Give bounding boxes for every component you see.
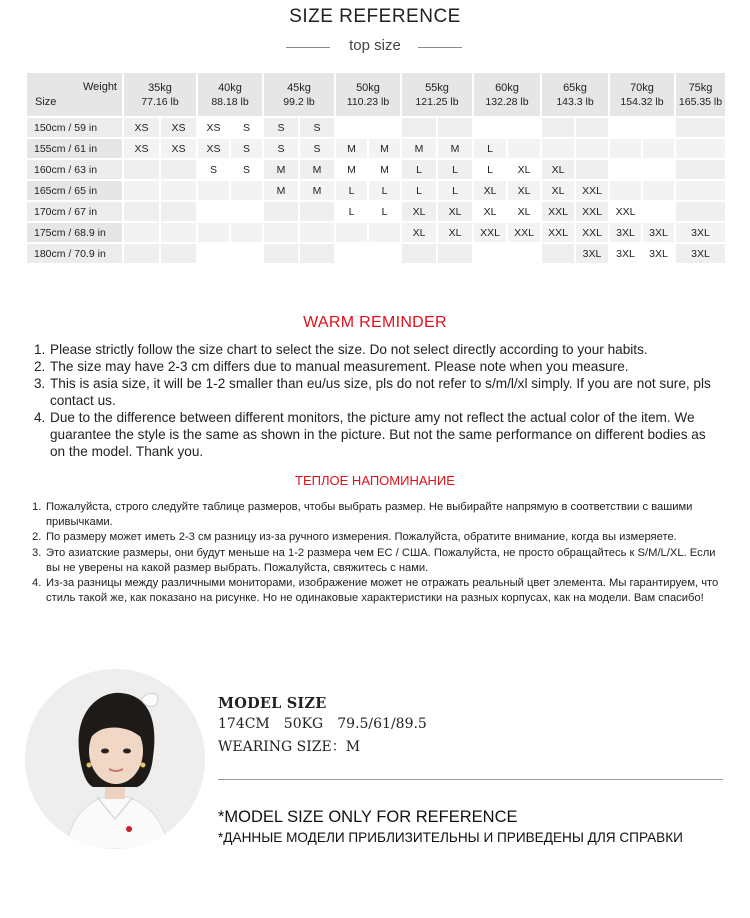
size-cell xyxy=(160,201,197,222)
height-row-label: 150cm / 59 in xyxy=(26,117,123,138)
size-cell: XS xyxy=(160,117,197,138)
size-cell xyxy=(123,180,160,201)
size-cell xyxy=(160,243,197,264)
size-cell xyxy=(123,159,160,180)
size-cell: S xyxy=(197,159,230,180)
size-cell xyxy=(507,138,541,159)
size-cell: XL xyxy=(437,201,473,222)
size-cell: M xyxy=(263,159,299,180)
size-cell: XS xyxy=(197,117,230,138)
list-item-text: Из-за разницы между различными мониторами, изображение может не отражать реальный цвет элемента. Мы гарантируем, что стиль такой же, как показано на рисунке. Но не одинаковые характеристики на разных корпусах, как на модели. Вам спасибо! xyxy=(46,577,719,605)
table-row xyxy=(26,180,726,201)
list-item-number: 2. xyxy=(34,359,46,374)
size-cell: XL xyxy=(507,201,541,222)
model-size-title: MODEL SIZE xyxy=(218,695,327,712)
size-cell: M xyxy=(299,180,335,201)
size-cell xyxy=(335,222,368,243)
size-cell xyxy=(299,201,335,222)
size-cell: XS xyxy=(123,138,160,159)
size-cell xyxy=(507,117,541,138)
size-cell xyxy=(473,117,507,138)
size-cell xyxy=(230,180,263,201)
size-cell: XXL xyxy=(575,180,609,201)
size-cell: 3XL xyxy=(609,222,642,243)
table-row xyxy=(26,117,726,138)
size-cell: L xyxy=(437,159,473,180)
size-cell: S xyxy=(299,138,335,159)
size-cell: M xyxy=(368,159,401,180)
list-item xyxy=(34,375,724,409)
size-cell xyxy=(675,180,726,201)
size-cell: 3XL xyxy=(675,222,726,243)
size-cell xyxy=(160,222,197,243)
list-item-text: По размеру может иметь 2-3 см разницу из-за ручного измерения. Пожалуйста, обратите внимание, когда вы измеряете. xyxy=(46,531,677,544)
size-cell: XL xyxy=(507,180,541,201)
warm-reminder-list-ru xyxy=(32,500,732,606)
model-weight: 50KG xyxy=(283,716,324,732)
size-cell xyxy=(160,180,197,201)
list-item xyxy=(32,576,732,606)
size-cell xyxy=(335,243,368,264)
model-wearing-size: WEARING SIZE：M xyxy=(218,739,361,755)
height-row-label: 175cm / 68.9 in xyxy=(26,222,123,243)
size-cell xyxy=(609,180,642,201)
size-cell xyxy=(609,117,642,138)
list-item xyxy=(34,341,724,358)
model-body-measurements: 79.5/61/89.5 xyxy=(337,716,427,732)
size-cell: XS xyxy=(160,138,197,159)
size-cell xyxy=(575,117,609,138)
size-cell: S xyxy=(263,138,299,159)
size-cell xyxy=(368,222,401,243)
size-cell: XXL xyxy=(473,222,507,243)
warm-reminder-list xyxy=(34,341,724,460)
list-item-number: 1. xyxy=(32,501,42,513)
page-title: SIZE REFERENCE xyxy=(289,6,461,27)
height-row-label: 180cm / 70.9 in xyxy=(26,243,123,264)
weight-axis-label: Weight xyxy=(82,81,117,93)
size-cell xyxy=(473,243,507,264)
table-header-row xyxy=(26,72,726,117)
size-cell: L xyxy=(437,180,473,201)
list-item-number: 3. xyxy=(34,376,46,391)
size-cell xyxy=(541,138,575,159)
model-size-info xyxy=(218,695,441,756)
list-item-number: 4. xyxy=(34,410,46,425)
table-row xyxy=(26,138,726,159)
weight-column-header: 60kg 132.28 lb xyxy=(473,72,541,117)
size-cell xyxy=(123,222,160,243)
size-cell: XXL xyxy=(507,222,541,243)
list-item-text: Пожалуйста, строго следуйте таблице размеров, чтобы выбрать размер. Не выбирайте напрямую в соответствии с вашими привычками. xyxy=(46,501,693,529)
size-cell: 3XL xyxy=(642,243,675,264)
size-cell xyxy=(230,243,263,264)
weight-column-header: 45kg 99.2 lb xyxy=(263,72,335,117)
table-row xyxy=(26,201,726,222)
list-item-number: 1. xyxy=(34,342,46,357)
size-cell: M xyxy=(368,138,401,159)
size-cell: XL xyxy=(473,201,507,222)
subtitle: top size xyxy=(349,37,401,54)
size-cell: M xyxy=(401,138,437,159)
size-cell: XXL xyxy=(575,201,609,222)
model-height: 174CM xyxy=(218,716,270,732)
size-cell xyxy=(123,243,160,264)
size-cell xyxy=(263,201,299,222)
size-cell: M xyxy=(263,180,299,201)
list-item xyxy=(32,530,732,545)
size-cell xyxy=(299,222,335,243)
list-item-number: 3. xyxy=(32,546,42,559)
list-item xyxy=(34,409,724,460)
size-cell xyxy=(263,222,299,243)
size-cell xyxy=(575,138,609,159)
size-cell: S xyxy=(299,117,335,138)
size-cell: 3XL xyxy=(609,243,642,264)
size-cell xyxy=(642,159,675,180)
size-cell xyxy=(642,117,675,138)
size-cell: XL xyxy=(541,159,575,180)
size-cell xyxy=(507,243,541,264)
size-cell: L xyxy=(473,138,507,159)
size-cell: XL xyxy=(473,180,507,201)
size-axis-label: Size xyxy=(35,96,57,108)
weight-column-header: 50kg 110.23 lb xyxy=(335,72,401,117)
size-cell: L xyxy=(401,180,437,201)
size-cell xyxy=(642,201,675,222)
size-cell xyxy=(197,180,230,201)
size-cell xyxy=(230,222,263,243)
size-cell: S xyxy=(230,138,263,159)
size-cell xyxy=(368,117,401,138)
size-cell: M xyxy=(335,138,368,159)
weight-column-header: 35kg 77.16 lb xyxy=(123,72,197,117)
height-row-label: 170cm / 67 in xyxy=(26,201,123,222)
size-cell xyxy=(160,159,197,180)
table-row xyxy=(26,159,726,180)
table-corner-cell xyxy=(26,72,123,117)
size-cell xyxy=(437,243,473,264)
size-cell: M xyxy=(335,159,368,180)
list-item-text: This is asia size, it will be 1-2 smaller than eu/us size, pls do not refer to s/m/l/xl simply. If you are not sure, pls contact us. xyxy=(50,376,711,408)
list-item xyxy=(32,546,732,576)
size-cell xyxy=(230,201,263,222)
size-cell xyxy=(299,243,335,264)
list-item-text: Это азиатские размеры, они будут меньше на 1-2 размера чем ЕС / США. Пожалуйста, не просто обращайтесь к S/M/L/XL. Если вы не уверены на какой размер выбрать. Пожалуйста, свяжитесь с нами. xyxy=(46,546,716,574)
size-cell: M xyxy=(299,159,335,180)
size-cell: XL xyxy=(401,222,437,243)
size-cell xyxy=(675,159,726,180)
size-cell: XS xyxy=(197,138,230,159)
size-cell: XL xyxy=(541,180,575,201)
size-cell: XL xyxy=(437,222,473,243)
size-cell: XS xyxy=(123,117,160,138)
size-cell: 3XL xyxy=(575,243,609,264)
size-cell: 3XL xyxy=(675,243,726,264)
height-row-label: 165cm / 65 in xyxy=(26,180,123,201)
size-cell xyxy=(197,201,230,222)
reference-note-ru: *ДАННЫЕ МОДЕЛИ ПРИБЛИЗИТЕЛЬНЫ И ПРИВЕДЕНЫ ДЛЯ СПРАВКИ xyxy=(218,830,683,845)
size-cell xyxy=(642,180,675,201)
size-cell xyxy=(642,138,675,159)
size-cell xyxy=(263,243,299,264)
table-row xyxy=(26,243,726,264)
size-cell: XXL xyxy=(575,222,609,243)
subtitle-row xyxy=(0,37,750,57)
model-portrait-illustration xyxy=(25,669,205,849)
size-cell xyxy=(675,138,726,159)
size-cell: L xyxy=(335,201,368,222)
size-cell xyxy=(675,201,726,222)
model-section-divider xyxy=(218,779,723,780)
list-item-number: 4. xyxy=(32,577,42,590)
size-cell: S xyxy=(263,117,299,138)
size-cell: S xyxy=(230,117,263,138)
size-cell: S xyxy=(230,159,263,180)
size-cell: XXL xyxy=(541,201,575,222)
warm-reminder-title-ru: ТЕПЛОЕ НАПОМИНАНИЕ xyxy=(295,473,455,488)
height-row-label: 160cm / 63 in xyxy=(26,159,123,180)
reference-note-en: *MODEL SIZE ONLY FOR REFERENCE xyxy=(218,808,518,826)
warm-reminder-title: WARM REMINDER xyxy=(303,314,447,331)
list-item-text: The size may have 2-3 cm differs due to manual measurement. Please note when you measure. xyxy=(50,359,629,374)
size-cell xyxy=(197,243,230,264)
table-row xyxy=(26,222,726,243)
size-cell xyxy=(197,222,230,243)
size-cell: L xyxy=(335,180,368,201)
size-cell xyxy=(575,159,609,180)
size-cell: L xyxy=(368,180,401,201)
weight-column-header: 65kg 143.3 lb xyxy=(541,72,609,117)
weight-column-header: 70kg 154.32 lb xyxy=(609,72,675,117)
size-cell xyxy=(609,138,642,159)
model-photo xyxy=(25,669,205,849)
list-item-text: Please strictly follow the size chart to select the size. Do not select directly according to your habits. xyxy=(50,342,648,357)
size-chart-table xyxy=(25,71,727,265)
weight-column-header: 55kg 121.25 lb xyxy=(401,72,473,117)
size-cell xyxy=(335,117,368,138)
weight-column-header: 75kg 165.35 lb xyxy=(675,72,726,117)
list-item xyxy=(34,358,724,375)
model-measurements-line xyxy=(218,716,441,732)
size-cell xyxy=(401,243,437,264)
size-cell: M xyxy=(437,138,473,159)
subtitle-right-rule xyxy=(418,47,462,48)
list-item-text: Due to the difference between different monitors, the picture amy not reflect the actual color of the item. We guarantee the style is the same as shown in the picture. But not the same performance on different bodies as on the model. Thank you. xyxy=(50,410,706,459)
size-cell: XL xyxy=(401,201,437,222)
size-cell xyxy=(541,243,575,264)
size-cell: L xyxy=(473,159,507,180)
size-cell xyxy=(401,117,437,138)
weight-column-header: 40kg 88.18 lb xyxy=(197,72,263,117)
size-cell xyxy=(437,117,473,138)
size-cell: L xyxy=(401,159,437,180)
size-cell: L xyxy=(368,201,401,222)
size-cell: XXL xyxy=(609,201,642,222)
size-cell xyxy=(541,117,575,138)
size-cell: XXL xyxy=(541,222,575,243)
size-cell xyxy=(123,201,160,222)
list-item xyxy=(32,500,732,530)
size-cell xyxy=(675,117,726,138)
height-row-label: 155cm / 61 in xyxy=(26,138,123,159)
size-cell xyxy=(609,159,642,180)
size-cell: 3XL xyxy=(642,222,675,243)
list-item-number: 2. xyxy=(32,531,42,544)
size-cell: XL xyxy=(507,159,541,180)
size-cell xyxy=(368,243,401,264)
